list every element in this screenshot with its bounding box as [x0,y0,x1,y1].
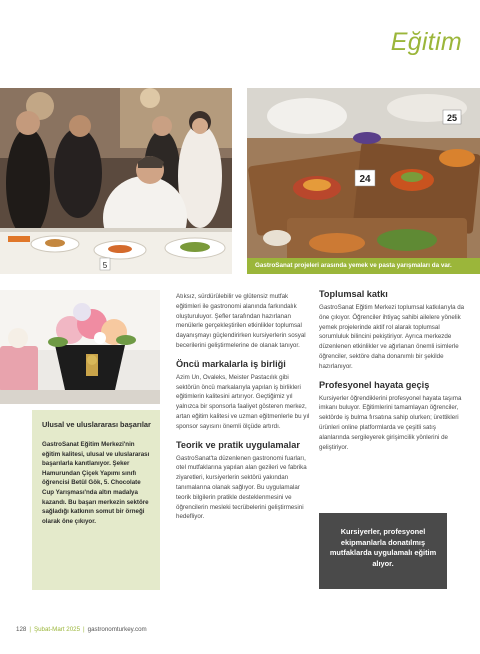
photo-chef-competition [0,88,232,274]
heading-professional-life: Profesyonel hayata geçiş [319,379,430,390]
theory-practice-paragraph: GastroSanat'ta düzenlenen gastronomi fuarları, otel mutfaklarına yapılan alan gezileri ve fabrika ziyaretleri, kursiyerlerin sektörü yakından tanımalarına olanak sağlıyor. Bu uygulamalar teorik bilgilerin pratikle desteklenmesini ve öğrencilerin mesleki tecrübelerini geliştirmesini hedefliyor. [176,454,307,521]
article-column-right [319,288,467,452]
pull-quote-box: Kursiyerler, profesyonel ekipmanlarla donatılmış mutfaklarda uygulamalı eğitim alıyor. [319,513,447,589]
table-number-label: 24 [359,174,371,185]
section-title: Eğitim [390,28,462,56]
article-column-middle [176,292,312,522]
plates-photo-illustration [247,88,480,274]
table-number-label: 25 [446,113,458,123]
page-number: 128 [16,626,27,633]
issue-date: Şubat-Mart 2025 [33,626,81,633]
intro-paragraph: Atıksız, sürdürülebilir ve glütensiz mutfak eğitimleri ile gastronomi alanında farkındalık oluşturuluyor. Şefler tarafından hazırlanan menülerle gerçekleştirilen etkinlikler toplumsal dayanışmayı güçlendirirken kursiyerlerin sosyal becerilerini geliştirmelerine de olanak tanıyor. [176,293,306,349]
chef-photo-illustration [0,88,232,274]
heading-social-contribution: Toplumsal katkı [319,289,388,299]
professional-life-paragraph: Kursiyerler öğrendiklerini profesyonel hayata taşıma imkanı buluyor. Eğitimlerini tamamlayan öğrenciler, sektörde iş bulma fırsatına sahip olurken; ürettikleri ürünleri online platformlarda ve çeşitli satış alanlarında sergileyerek girişimcilik yönlerini de geliştiriyor. [319,394,462,451]
achievements-sidebar [32,410,160,590]
website-link[interactable]: gastronomturkey.com [87,626,147,633]
photo-caption: GastroSanat projeleri arasında yemek ve pasta yarışmaları da var. [247,258,480,274]
table-number-label: 5 [102,261,108,270]
heading-theory-practice: Teorik ve pratik uygulamalar [176,439,300,450]
photo-plated-dishes [247,88,480,274]
cake-photo-illustration [0,290,160,404]
page-footer: 128 | Şubat-Mart 2025 | gastronomturkey.com [16,626,147,633]
partnerships-paragraph: Azim Un, Ovaleks, Meister Pastacılık gibi sektörün öncü markalarıyla yapılan iş birlikleri eğitimlerin kalitesini artırıyor. Geçtiğimiz yıl yalnızca bir sponsorla faaliyet gösteren merkez, artan eğitim kalitesi ve uzman eğitmenlerle bu yıl sponsor sayısını önemli ölçüde artırdı. [176,373,310,430]
sidebar-body: GastroSanat Eğitim Merkezi'nin eğitim kalitesi, ulusal ve uluslararası başarılarla kanıtlanıyor. Şeker Hamurundan Çiçek Yapımı sınıfı öğrencisi Betül Gök, 5. Chocolate Cup Yarışması'nda altın madalya kazandı. Bu başarı merkezin sektöre sağladığı katkının somut bir örneği olarak öne çıkıyor. [42,441,150,525]
photo-sugar-flower-cake [0,290,160,404]
heading-partnerships: Öncü markalarla iş birliği [176,358,286,369]
sidebar-title: Ulusal ve uluslararası başarılar [42,420,151,429]
social-contribution-paragraph: GastroSanat Eğitim Merkezi toplumsal katkılarıyla da öne çıkıyor. Öğrenciler ihtiyaç sahibi ailelere yönelik yemek projelerinde aktif rol alarak toplumsal sorumluluk bilincini pekiştiriyor. Ayrıca merkezde düzenlenen etkinlikler ve ağırlanan önemli isimlerle öğrenciler, sektöre daha donanımlı bir şekilde hazırlanıyor. [319,304,465,370]
